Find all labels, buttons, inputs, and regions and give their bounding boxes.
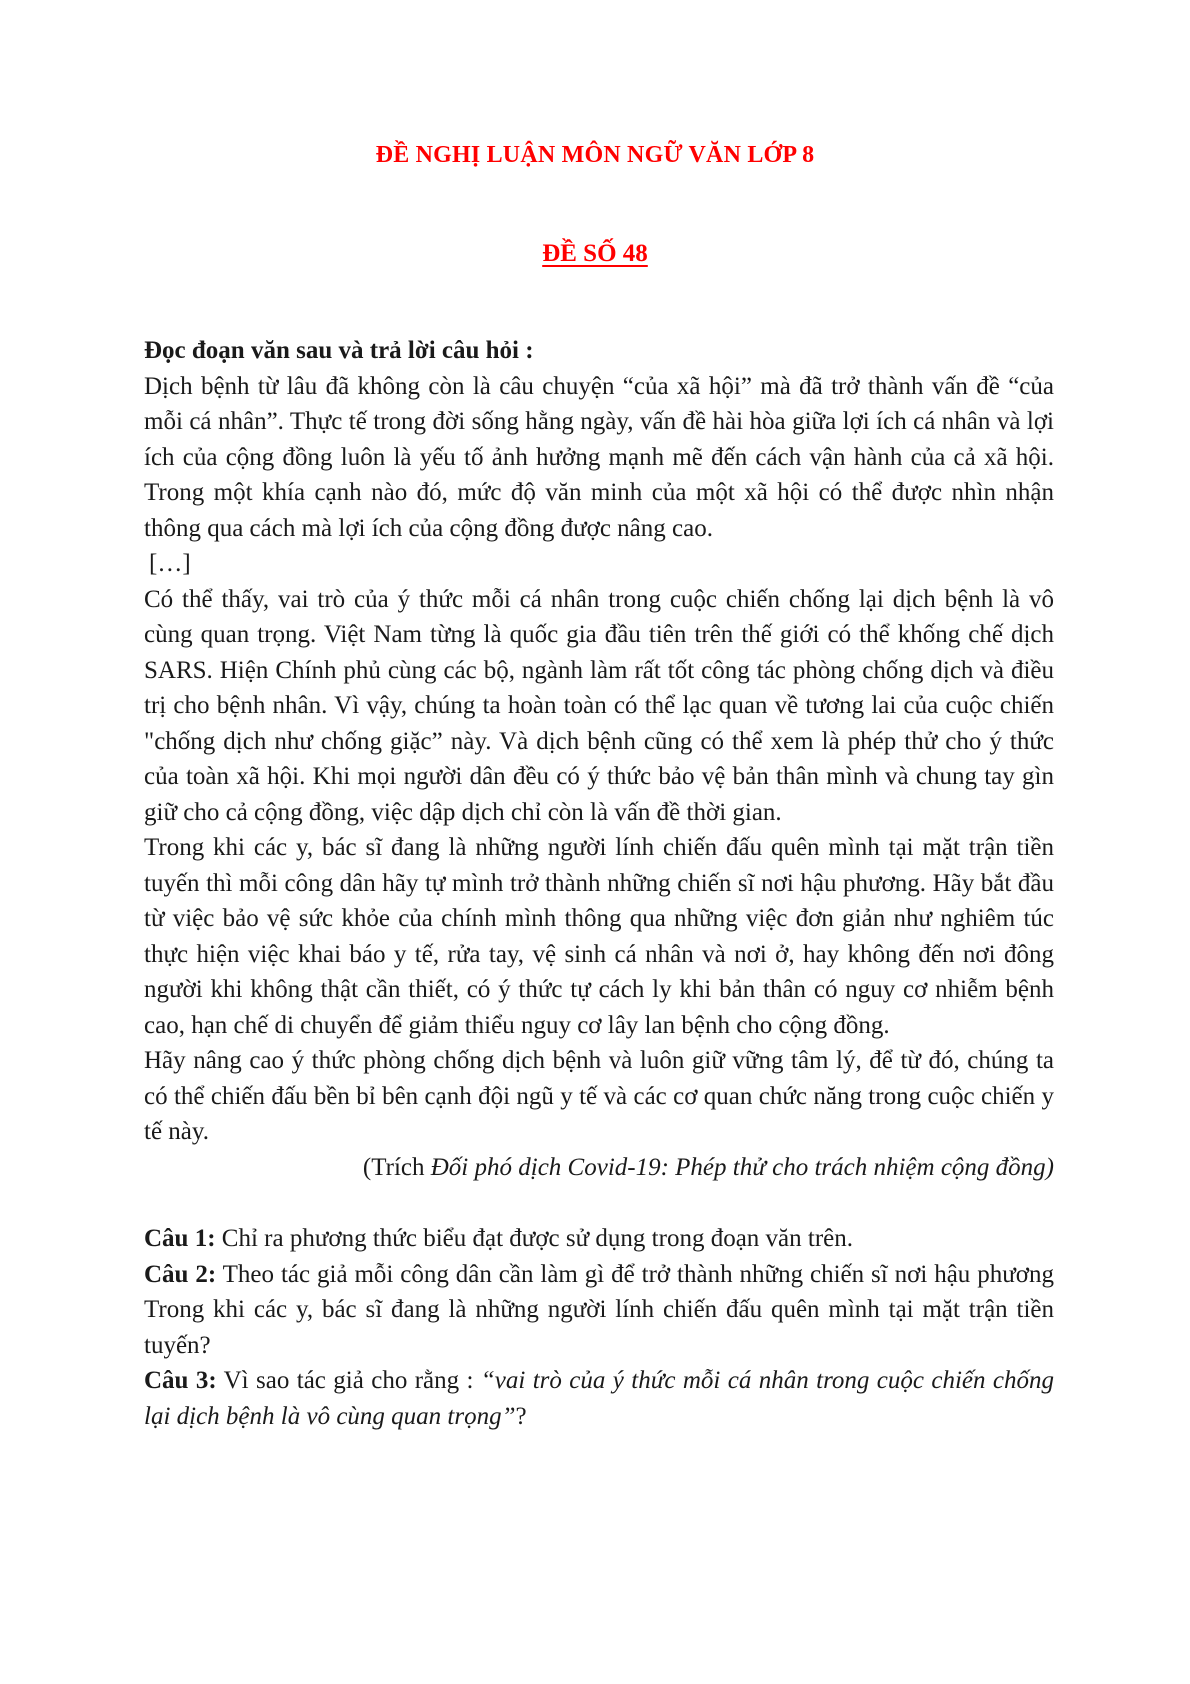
source-citation bbox=[144, 1150, 1054, 1186]
question-2-label: Câu 2: bbox=[144, 1260, 217, 1288]
question-1-text: Chỉ ra phương thức biểu đạt được sử dụng trong đoạn văn trên. bbox=[215, 1225, 854, 1252]
passage-ellipsis: […] bbox=[149, 550, 191, 577]
question-1-label: Câu 1: bbox=[144, 1225, 216, 1252]
section-spacer bbox=[144, 1185, 1054, 1221]
citation-prefix: (Trích bbox=[362, 1153, 431, 1181]
passage-paragraph-2: Có thể thấy, vai trò của ý thức mỗi cá nhân trong cuộc chiến chống lại dịch bệnh là vô cùng quan trọng. Việt Nam từng là quốc gia đầu tiên trên thế giới có thể khống chế dịch SARS. Hiện Chính phủ cùng các bộ, ngành làm rất tốt công tác phòng chống dịch và điều trị cho bệnh nhân. Vì vậy, chúng ta hoàn toàn có thể lạc quan về tương lai của cuộc chiến "chống dịch như chống giặc” này. Và dịch bệnh cũng có thể xem là phép thử cho ý thức của toàn xã hội. Khi mọi người dân đều có ý thức bảo vệ bản thân mình và chung tay gìn giữ cho cả cộng đồng, việc dập dịch chỉ còn là vấn đề thời gian. bbox=[144, 585, 1054, 826]
question-2-text: Theo tác giả mỗi công dân cần làm gì để trở thành những chiến sĩ nơi hậu phương Trong khi các y, bác sĩ đang là những người lính chiến đấu quên mình tại mặt trận tiền tuyến? bbox=[144, 1260, 1054, 1359]
question-1 bbox=[144, 1221, 1054, 1257]
passage-paragraph-4: Hãy nâng cao ý thức phòng chống dịch bệnh và luôn giữ vững tâm lý, để từ đó, chúng ta có thể chiến đấu bền bỉ bên cạnh đội ngũ y tế và các cơ quan chức năng trong cuộc chiến y tế này. bbox=[144, 1047, 1054, 1145]
question-3-quote: “vai trò của ý thức mỗi cá nhân trong cuộc chiến chống lại dịch bệnh là vô cùng quan trọng” bbox=[144, 1367, 1054, 1430]
question-2 bbox=[144, 1257, 1054, 1364]
document-body bbox=[144, 333, 1054, 1434]
passage-paragraph-1: Dịch bệnh từ lâu đã không còn là câu chuyện “của xã hội” mà đã trở thành vấn đề “của mỗi cá nhân”. Thực tế trong đời sống hằng ngày, vấn đề hài hòa giữa lợi ích cá nhân và lợi ích của cộng đồng luôn là yếu tố ảnh hưởng mạnh mẽ đến cách vận hành của cả xã hội. Trong một khía cạnh nào đó, mức độ văn minh của một xã hội có thể được nhìn nhận thông qua cách mà lợi ích của cộng đồng được nâng cao. bbox=[144, 372, 1054, 542]
reading-instruction: Đọc đoạn văn sau và trả lời câu hỏi : bbox=[144, 337, 534, 364]
passage-paragraph-3: Trong khi các y, bác sĩ đang là những người lính chiến đấu quên mình tại mặt trận tiền tuyến thì mỗi công dân hãy tự mình trở thành những chiến sĩ nơi hậu phương. Hãy bắt đầu từ việc bảo vệ sức khỏe của chính mình thông qua những việc đơn giản như nghiêm túc thực hiện việc khai báo y tế, rửa tay, vệ sinh cá nhân và nơi ở, hay không đến nơi đông người khi không thật cần thiết, có ý thức tự cách ly khi bản thân có nguy cơ nhiễm bệnh cao, hạn chế di chuyển để giảm thiểu nguy cơ lây lan bệnh cho cộng đồng. bbox=[144, 834, 1054, 1039]
question-3 bbox=[144, 1363, 1054, 1434]
question-3-text: Vì sao tác giả cho rằng : bbox=[216, 1367, 481, 1394]
document-title: ĐỀ NGHỊ LUẬN MÔN NGỮ VĂN LỚP 8 bbox=[375, 142, 815, 168]
question-3-tail: ? bbox=[515, 1402, 527, 1430]
question-3-label: Câu 3: bbox=[144, 1367, 217, 1394]
exam-number: ĐỀ SỐ 48 bbox=[542, 240, 648, 267]
citation-title: Đối phó dịch Covid-19: Phép thử cho trách nhiệm cộng đồng) bbox=[430, 1153, 1054, 1181]
